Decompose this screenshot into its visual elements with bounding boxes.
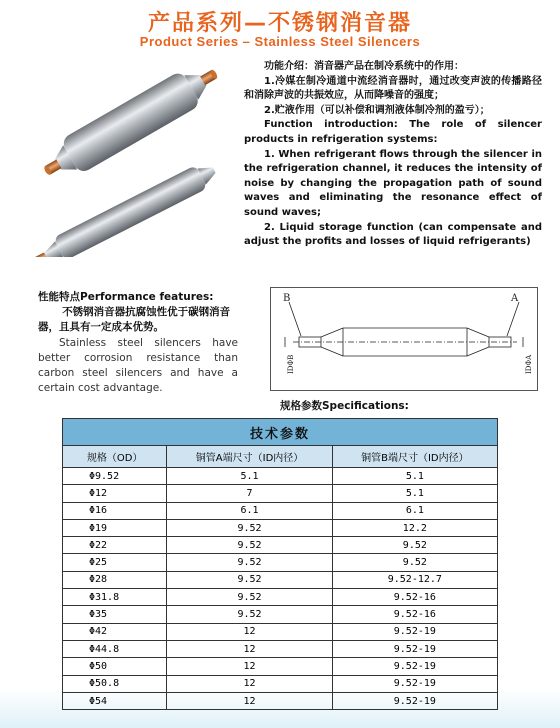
table-row — [63, 502, 498, 519]
table-row — [63, 640, 498, 657]
label-b: B — [283, 293, 291, 304]
table-row — [63, 519, 498, 536]
cell-b-end: 6.1 — [332, 502, 497, 519]
table-row — [63, 692, 498, 709]
cell-b-end: 5.1 — [332, 468, 497, 485]
cell-b-end: 9.52-19 — [332, 675, 497, 692]
table-row — [63, 606, 498, 623]
silencer-product-image — [20, 62, 235, 257]
table-row — [63, 485, 498, 502]
cell-a-end: 9.52 — [167, 554, 332, 571]
cell-b-end: 9.52-12.7 — [332, 571, 497, 588]
function-introduction — [244, 60, 542, 250]
cell-od: Φ44.8 — [63, 640, 167, 657]
performance-heading: 性能特点Performance features: — [38, 291, 214, 303]
cell-a-end: 12 — [167, 623, 332, 640]
dim-a: IDΦA — [525, 354, 533, 374]
cell-od: Φ50 — [63, 658, 167, 675]
table-body — [63, 468, 498, 710]
intro-heading: 功能介绍：消音器产品在制冷系统中的作用： — [264, 61, 464, 72]
table-row — [63, 554, 498, 571]
cell-od: Φ9.52 — [63, 468, 167, 485]
cell-od: Φ25 — [63, 554, 167, 571]
cell-od: Φ50.8 — [63, 675, 167, 692]
table-row — [63, 537, 498, 554]
cell-a-end: 7 — [167, 485, 332, 502]
intro-en-point-1: 1. When refrigerant flows through the silencer in the refrigeration channel, it reduces the intensity of noise by changing the propagation path of sound waves and eliminating the resonance effect of sound waves; — [244, 148, 542, 218]
performance-en-text: Stainless steel silencers have better corrosion resistance than carbon steel silencers and have a certain cost advantage. — [38, 337, 238, 394]
cell-od: Φ42 — [63, 623, 167, 640]
page-title: 产品系列—不锈钢消音器 — [147, 11, 412, 36]
cell-b-end: 9.52-19 — [332, 640, 497, 657]
cell-b-end: 9.52 — [332, 554, 497, 571]
cell-od: Φ19 — [63, 519, 167, 536]
cell-b-end: 9.52 — [332, 537, 497, 554]
cell-od: Φ54 — [63, 692, 167, 709]
silencer-outline-drawing — [271, 288, 537, 390]
cell-a-end: 12 — [167, 640, 332, 657]
table-row — [63, 571, 498, 588]
intro-en-point-2: 2. Liquid storage function (can compensate and adjust the profits and losses of liquid refrigerants) — [244, 221, 542, 248]
cell-a-end: 12 — [167, 692, 332, 709]
cell-a-end: 6.1 — [167, 502, 332, 519]
cell-a-end: 9.52 — [167, 606, 332, 623]
table-row — [63, 468, 498, 485]
intro-cn-point-2: 2.贮液作用（可以补偿和调剂液体制冷剂的盈亏）； — [264, 104, 490, 116]
table-row — [63, 623, 498, 640]
cell-a-end: 12 — [167, 658, 332, 675]
cell-a-end: 9.52 — [167, 589, 332, 606]
cell-b-end: 12.2 — [332, 519, 497, 536]
table-row — [63, 589, 498, 606]
table-row — [63, 658, 498, 675]
column-header-a-end: 铜管A端尺寸（ID内径） — [167, 446, 332, 468]
cell-od: Φ35 — [63, 606, 167, 623]
specifications-table — [62, 418, 498, 710]
cell-b-end: 9.52-19 — [332, 623, 497, 640]
table-row — [63, 675, 498, 692]
cell-a-end: 9.52 — [167, 519, 332, 536]
cell-b-end: 9.52-19 — [332, 692, 497, 709]
table-title: 技术参数 — [63, 419, 498, 446]
intro-cn-point-1: 1.冷媒在制冷通道中流经消音器时，通过改变声波的传播路径和消除声波的共振效应，从而降噪音的强度； — [244, 75, 542, 102]
cell-b-end: 9.52-16 — [332, 606, 497, 623]
column-header-b-end: 铜管B端尺寸（ID内径） — [332, 446, 497, 468]
intro-en-heading: Function introduction: The role of silencer products in refrigeration systems: — [244, 119, 542, 145]
cell-od: Φ22 — [63, 537, 167, 554]
cell-b-end: 9.52-16 — [332, 589, 497, 606]
column-header-od: 规格（OD） — [63, 446, 167, 468]
performance-features — [38, 290, 238, 396]
cell-a-end: 12 — [167, 675, 332, 692]
cell-od: Φ31.8 — [63, 589, 167, 606]
specifications-label: 规格参数Specifications: — [280, 400, 409, 412]
cell-b-end: 5.1 — [332, 485, 497, 502]
technical-drawing — [270, 287, 538, 391]
dim-b: IDΦB — [287, 354, 295, 374]
cell-od: Φ28 — [63, 571, 167, 588]
page-subtitle: Product Series – Stainless Steel Silencers — [139, 34, 421, 49]
cell-a-end: 5.1 — [167, 468, 332, 485]
cell-od: Φ16 — [63, 502, 167, 519]
label-a: A — [511, 293, 519, 304]
cell-a-end: 9.52 — [167, 537, 332, 554]
cell-b-end: 9.52-19 — [332, 658, 497, 675]
performance-cn-text: 不锈钢消音器抗腐蚀性优于碳钢消音器，且具有一定成本优势。 — [38, 306, 231, 333]
cell-od: Φ12 — [63, 485, 167, 502]
cell-a-end: 9.52 — [167, 571, 332, 588]
